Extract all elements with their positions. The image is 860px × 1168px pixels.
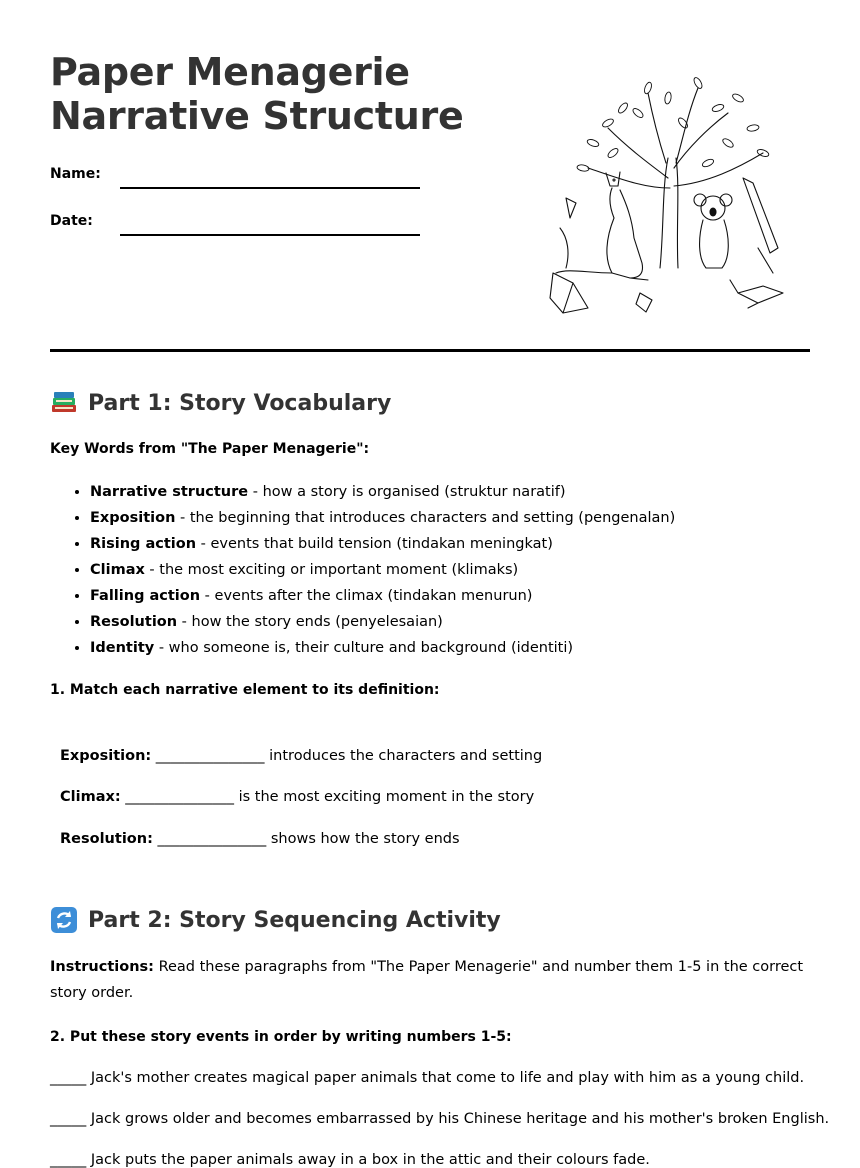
kangaroo-icon bbox=[556, 172, 648, 280]
event-text: Jack's mother creates magical paper animals that come to life and play with him as a young child. bbox=[90, 1070, 805, 1086]
answer-blank[interactable]: _______________ bbox=[151, 748, 270, 764]
match-term: Resolution: bbox=[60, 831, 153, 847]
match-definition: is the most exciting moment in the story bbox=[238, 789, 535, 805]
date-field[interactable] bbox=[120, 234, 420, 236]
answer-blank[interactable]: _____ bbox=[50, 1070, 91, 1086]
match-row-climax[interactable] bbox=[60, 789, 534, 805]
list-item bbox=[90, 583, 675, 609]
list-item bbox=[90, 557, 675, 583]
match-term: Exposition: bbox=[60, 748, 152, 764]
sequence-item[interactable] bbox=[50, 1070, 804, 1086]
part1-heading-text: Part 1: Story Vocabulary bbox=[88, 390, 392, 416]
vocab-term: Identity bbox=[90, 640, 155, 656]
vocab-term: Climax bbox=[90, 562, 145, 578]
koala-icon bbox=[694, 194, 732, 268]
list-item bbox=[90, 505, 675, 531]
event-text: Jack puts the paper animals away in a box in the attic and their colours fade. bbox=[90, 1152, 650, 1168]
vocab-term: Resolution bbox=[90, 614, 178, 630]
vocab-term: Rising action bbox=[90, 536, 197, 552]
vocab-definition: - who someone is, their culture and background (identiti) bbox=[154, 640, 574, 656]
sequence-item[interactable] bbox=[50, 1111, 829, 1127]
vocab-term: Exposition bbox=[90, 510, 176, 526]
repeat-icon bbox=[50, 906, 78, 934]
key-words-label: Key Words from "The Paper Menagerie": bbox=[50, 441, 370, 457]
match-definition: introduces the characters and setting bbox=[269, 748, 543, 764]
vocab-term: Falling action bbox=[90, 588, 201, 604]
instructions bbox=[50, 954, 810, 1006]
vocab-list bbox=[50, 479, 675, 661]
sequence-item[interactable] bbox=[50, 1152, 650, 1168]
question-2: 2. Put these story events in order by writing numbers 1-5: bbox=[50, 1029, 512, 1045]
menagerie-illustration bbox=[548, 68, 788, 322]
question-1: 1. Match each narrative element to its definition: bbox=[50, 682, 440, 698]
title-line-2: Narrative Structure bbox=[50, 94, 464, 138]
paper-crane-icon bbox=[636, 280, 783, 312]
answer-blank[interactable]: _____ bbox=[50, 1111, 91, 1127]
list-item bbox=[90, 479, 675, 505]
answer-blank[interactable]: _______________ bbox=[120, 789, 239, 805]
part2-heading-text: Part 2: Story Sequencing Activity bbox=[88, 907, 501, 933]
name-label: Name: bbox=[50, 166, 101, 182]
vocab-definition: - events that build tension (tindakan meningkat) bbox=[196, 536, 553, 552]
date-label: Date: bbox=[50, 213, 93, 229]
vocab-definition: - events after the climax (tindakan menurun) bbox=[200, 588, 533, 604]
books-icon bbox=[50, 389, 78, 417]
vocab-definition: - how a story is organised (struktur naratif) bbox=[248, 484, 566, 500]
match-row-exposition[interactable] bbox=[60, 748, 542, 764]
vocab-definition: - the most exciting or important moment (klimaks) bbox=[144, 562, 519, 578]
answer-blank[interactable]: _______________ bbox=[152, 831, 271, 847]
match-row-resolution[interactable] bbox=[60, 831, 460, 847]
match-term: Climax: bbox=[60, 789, 121, 805]
match-definition: shows how the story ends bbox=[270, 831, 460, 847]
part2-heading bbox=[50, 906, 501, 934]
tree-icon bbox=[577, 76, 770, 268]
instructions-label: Instructions: bbox=[50, 959, 154, 975]
list-item bbox=[90, 531, 675, 557]
part1-heading bbox=[50, 389, 391, 417]
instructions-text: Read these paragraphs from "The Paper Menagerie" and number them 1-5 in the correct story order. bbox=[50, 959, 804, 1001]
event-text: Jack grows older and becomes embarrassed by his Chinese heritage and his mother's broken English. bbox=[90, 1111, 830, 1127]
worksheet-title bbox=[50, 50, 463, 138]
list-item bbox=[90, 635, 675, 661]
vocab-term: Narrative structure bbox=[90, 484, 249, 500]
vocab-definition: - the beginning that introduces characters and setting (pengenalan) bbox=[175, 510, 676, 526]
name-field[interactable] bbox=[120, 187, 420, 189]
section-divider bbox=[50, 349, 810, 352]
list-item bbox=[90, 609, 675, 635]
title-line-1: Paper Menagerie bbox=[50, 50, 410, 94]
vocab-definition: - how the story ends (penyelesaian) bbox=[177, 614, 443, 630]
answer-blank[interactable]: _____ bbox=[50, 1152, 91, 1168]
